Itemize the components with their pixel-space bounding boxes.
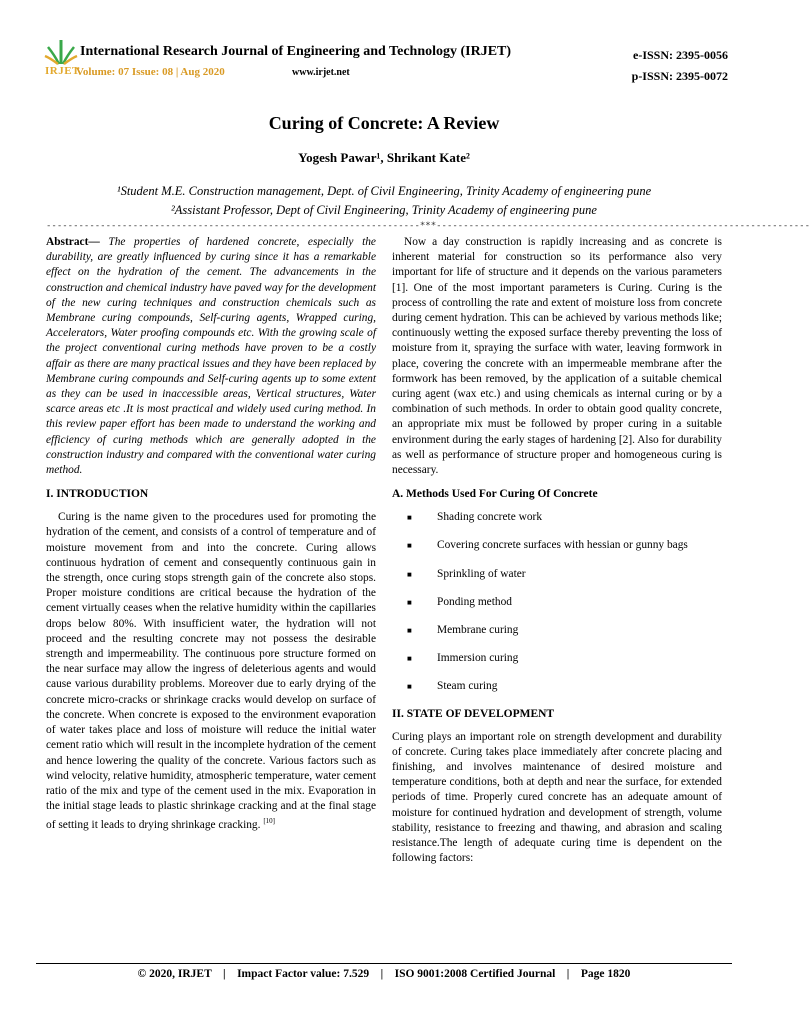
section-divider: ---------------------------------------------------------------------***--------------------------------------------------------------------- (46, 221, 810, 231)
state-of-development-paragraph: Curing plays an important role on strength development and durability of concrete. Curing takes place immediately after concrete placing and finishing, and involves maintenance of desired moisture and temperature conditions, both at depth and near the surface, for extended periods of time. Properly cured concrete has an adequate amount of moisture for continued hydration and development of strength, volume stability, resistance to freezing and thawing, and abrasion and scaling resistance.The length of adequate curing time is dependent on the following factors: (392, 730, 722, 865)
bullet-icon: ■ (407, 597, 412, 607)
abstract-label: Abstract— (46, 236, 100, 248)
footer-divider (36, 963, 732, 964)
intro-reference: [10] (263, 817, 276, 826)
list-item: ■ Membrane curing (392, 623, 722, 638)
left-column (46, 235, 376, 843)
state-of-development-heading: II. STATE OF DEVELOPMENT (392, 707, 555, 720)
logo-text: IRJET (45, 65, 80, 77)
bullet-icon: ■ (407, 654, 412, 664)
page-footer: © 2020, IRJET | Impact Factor value: 7.529 | ISO 9001:2008 Certified Journal | Page 1820 (137, 968, 631, 980)
eissn: e-ISSN: 2395-0056 (633, 48, 728, 62)
intro-continued-paragraph: Now a day construction is rapidly increasing and as concrete is inherent material for construction so its performance also very important for life of structure and it depends on the various parameters [1]. One of the most important parameters is Curing. Curing is the process of controlling the rate and extent of moisture loss from concrete during cement hydration. This can be achieved by various methods like; continuously wetting the exposed surface thereby preventing the loss of moisture from it, spraying the surface with water, leaving formwork in place, covering the concrete with an impermeable membrane after the formwork has been removed, by the application of a suitable chemical curing agent (wax etc.) and using chemicals as internal curing or by a combination of such methods. In order to obtain good quality concrete, an appropriate mix must be followed by proper curing in a suitable environment during the early stages of hardening [2]. Also for durability as well as performance of structure proper and homogeneous curing is necessary. (392, 236, 722, 477)
abstract-text: The properties of hardened concrete, especially the durability, are greatly influenced by curing since it has a remarkable effect on the hydration of the cement. The advancements in the construction and chemical industry have paved way for the development of the new curing techniques and construction chemicals such as Membrane curing compounds, Self-curing agents, Wrapped curing, Accelerators, Water proofing compounds etc. With the growing scale of the project conventional curing methods have proven to be a costly affair as there are many practical issues and they have been replaced by Membrane curing compounds and Self-curing agents up to some extent as they can be used in inaccessible areas, Vertical structures, Water scarce areas etc .It is most practical and widely used curing method. In this review paper effort has been made to understand the working and efficiency of curing methods which are generally adopted in the construction industry and compared with the conventional water curing method. (46, 236, 376, 477)
journal-header (44, 38, 728, 88)
abstract (46, 235, 376, 478)
list-item: ■ Covering concrete surfaces with hessian or gunny bags (392, 538, 722, 553)
list-item: ■ Sprinkling of water (392, 567, 722, 582)
affiliation-2: ²Assistant Professor, Dept of Civil Engineering, Trinity Academy of engineering pune (171, 203, 597, 217)
bullet-icon: ■ (407, 541, 412, 551)
journal-title: International Research Journal of Engineering and Technology (IRJET) (80, 44, 512, 59)
paper-authors: Yogesh Pawar¹, Shrikant Kate² (298, 150, 470, 165)
paper-title: Curing of Concrete: A Review (268, 113, 500, 133)
list-item: ■ Shading concrete work (392, 510, 722, 525)
affiliations (0, 182, 768, 220)
intro-paragraph (46, 510, 376, 833)
list-item: ■ Immersion curing (392, 651, 722, 666)
list-item: ■ Steam curing (392, 679, 722, 694)
pissn: p-ISSN: 2395-0072 (631, 69, 728, 83)
website-link[interactable]: www.irjet.net (292, 67, 350, 78)
intro-heading: I. INTRODUCTION (46, 488, 149, 501)
bullet-icon: ■ (407, 682, 412, 692)
issn-block (632, 45, 728, 87)
bullet-icon: ■ (407, 513, 412, 523)
affiliation-1: ¹Student M.E. Construction management, Dept. of Civil Engineering, Trinity Academy of engineering pune (116, 184, 652, 198)
intro-text: Curing is the name given to the procedures used for promoting the hydration of the cement, and consists of a control of temperature and of moisture movement from and into the concrete. Curing allows continuous hydration of cement and consequently continuous gain in the strength, once curing stops strength gain of the concrete also stops. Proper moisture conditions are critical because the hydration of the cement virtually ceases when the relative humidity within the capillaries drops below 80%. With insufficient water, the hydration will not proceed and the resulting concrete may not possess the desirable strength and impermeability. The continuous pore structure formed on the near surface may allow the ingress of deleterious agents and would cause various durability problems. Moreover due to early drying of the concrete micro-cracks or shrinkage cracks would develop on surface of the concrete. When concrete is exposed to the environment evaporation of water takes place and loss of moisture will reduce the initial water cement ratio which will result in the incomplete hydration of the cement and hence lowering the quality of the concrete. Various factors such as wind velocity, relative humidity, atmospheric temperature, water cement ratio of the mix and type of the cement used in the mix. Evaporation in the initial stage leads to plastic shrinkage cracking and at the final stage of setting it leads to drying shrinkage cracking. (46, 511, 376, 832)
methods-heading: A. Methods Used For Curing Of Concrete (392, 488, 598, 501)
list-item: ■ Ponding method (392, 595, 722, 610)
bullet-icon: ■ (407, 569, 412, 579)
volume-issue: Volume: 07 Issue: 08 | Aug 2020 (76, 66, 225, 78)
right-column (392, 235, 722, 877)
methods-list (392, 510, 722, 694)
bullet-icon: ■ (407, 626, 412, 636)
